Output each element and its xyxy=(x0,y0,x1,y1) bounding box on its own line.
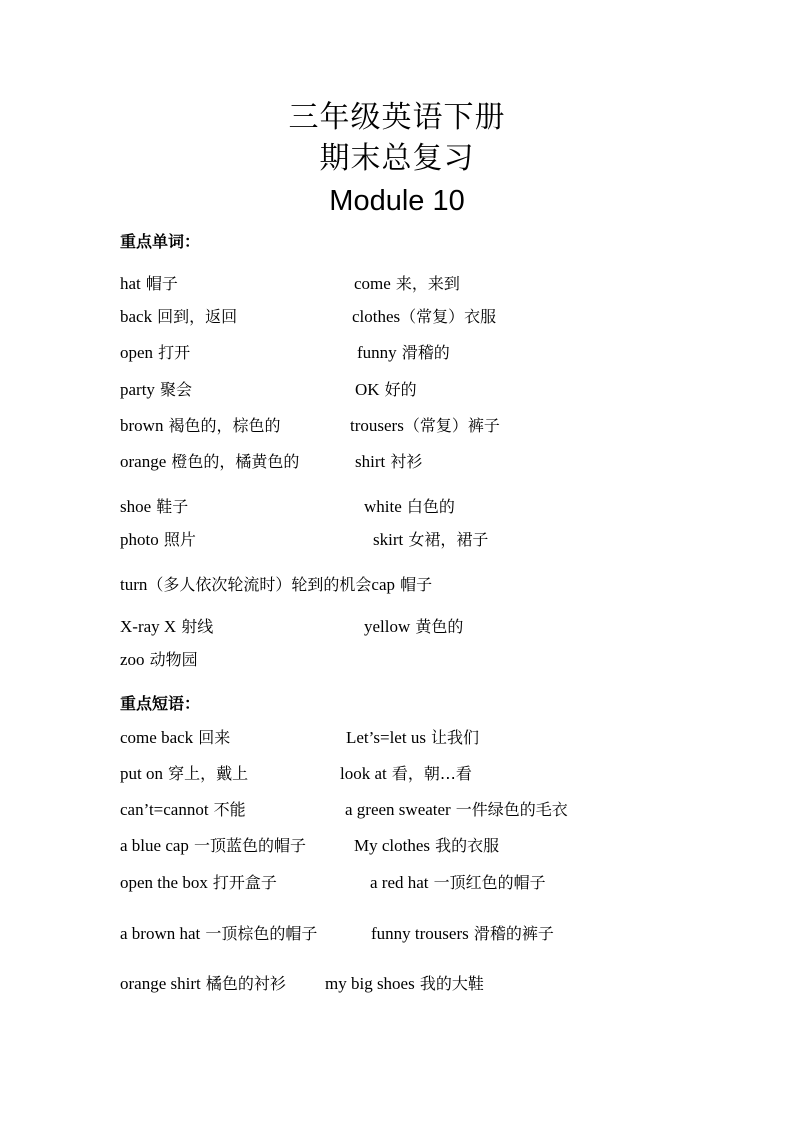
phrase-lets: Let’s=let us 让我们 xyxy=(346,728,480,747)
phrase-my-clothes: My clothes 我的衣服 xyxy=(354,836,500,855)
word-clothes: clothes（常复）衣服 xyxy=(352,307,497,326)
word-photo: photo 照片 xyxy=(120,530,196,549)
word-come: come 来，来到 xyxy=(354,274,460,293)
word-white: white 白色的 xyxy=(364,497,455,516)
phrase-put-on: put on 穿上，戴上 xyxy=(120,764,249,783)
phrase-cant: can’t=cannot 不能 xyxy=(120,800,246,819)
phrase-green-sweater: a green sweater 一件绿色的毛衣 xyxy=(345,800,568,819)
word-zoo: zoo 动物园 xyxy=(120,650,198,669)
phrase-blue-cap: a blue cap 一顶蓝色的帽子 xyxy=(120,836,306,855)
page-title-line1: 三年级英语下册 xyxy=(288,100,506,135)
word-yellow: yellow 黄色的 xyxy=(364,617,464,636)
word-back: back 回到，返回 xyxy=(120,307,238,326)
phrase-red-hat: a red hat 一顶红色的帽子 xyxy=(370,873,546,892)
page-title-line2: 期末总复习 xyxy=(319,141,475,176)
word-funny: funny 滑稽的 xyxy=(357,343,450,362)
phrase-brown-hat: a brown hat 一顶棕色的帽子 xyxy=(120,924,318,943)
phrase-big-shoes: my big shoes 我的大鞋 xyxy=(325,974,484,993)
phrase-funny-trousers: funny trousers 滑稽的裤子 xyxy=(371,924,554,943)
word-orange: orange 橙色的，橘黄色的 xyxy=(120,452,300,471)
word-turn-cap: turn（多人依次轮流时）轮到的机会cap 帽子 xyxy=(120,575,433,594)
word-trousers: trousers（常复）裤子 xyxy=(350,416,500,435)
word-shoe: shoe 鞋子 xyxy=(120,497,189,516)
word-brown: brown 褐色的，棕色的 xyxy=(120,416,281,435)
phrase-come-back: come back 回来 xyxy=(120,728,231,747)
phrase-open-box: open the box 打开盒子 xyxy=(120,873,277,892)
word-open: open 打开 xyxy=(120,343,191,362)
key-words-heading: 重点单词： xyxy=(120,232,201,251)
module-title: Module 10 xyxy=(329,185,465,217)
phrase-orange-shirt: orange shirt 橘色的衬衫 xyxy=(120,974,286,993)
word-shirt: shirt 衬衫 xyxy=(355,452,423,471)
word-hat: hat 帽子 xyxy=(120,274,178,293)
word-skirt: skirt 女裙，裙子 xyxy=(373,530,489,549)
word-xray: X-ray X 射线 xyxy=(120,617,214,636)
word-ok: OK 好的 xyxy=(355,380,417,399)
key-phrases-heading: 重点短语： xyxy=(120,694,201,713)
word-party: party 聚会 xyxy=(120,380,193,399)
phrase-look-at: look at 看，朝…看 xyxy=(340,764,472,783)
